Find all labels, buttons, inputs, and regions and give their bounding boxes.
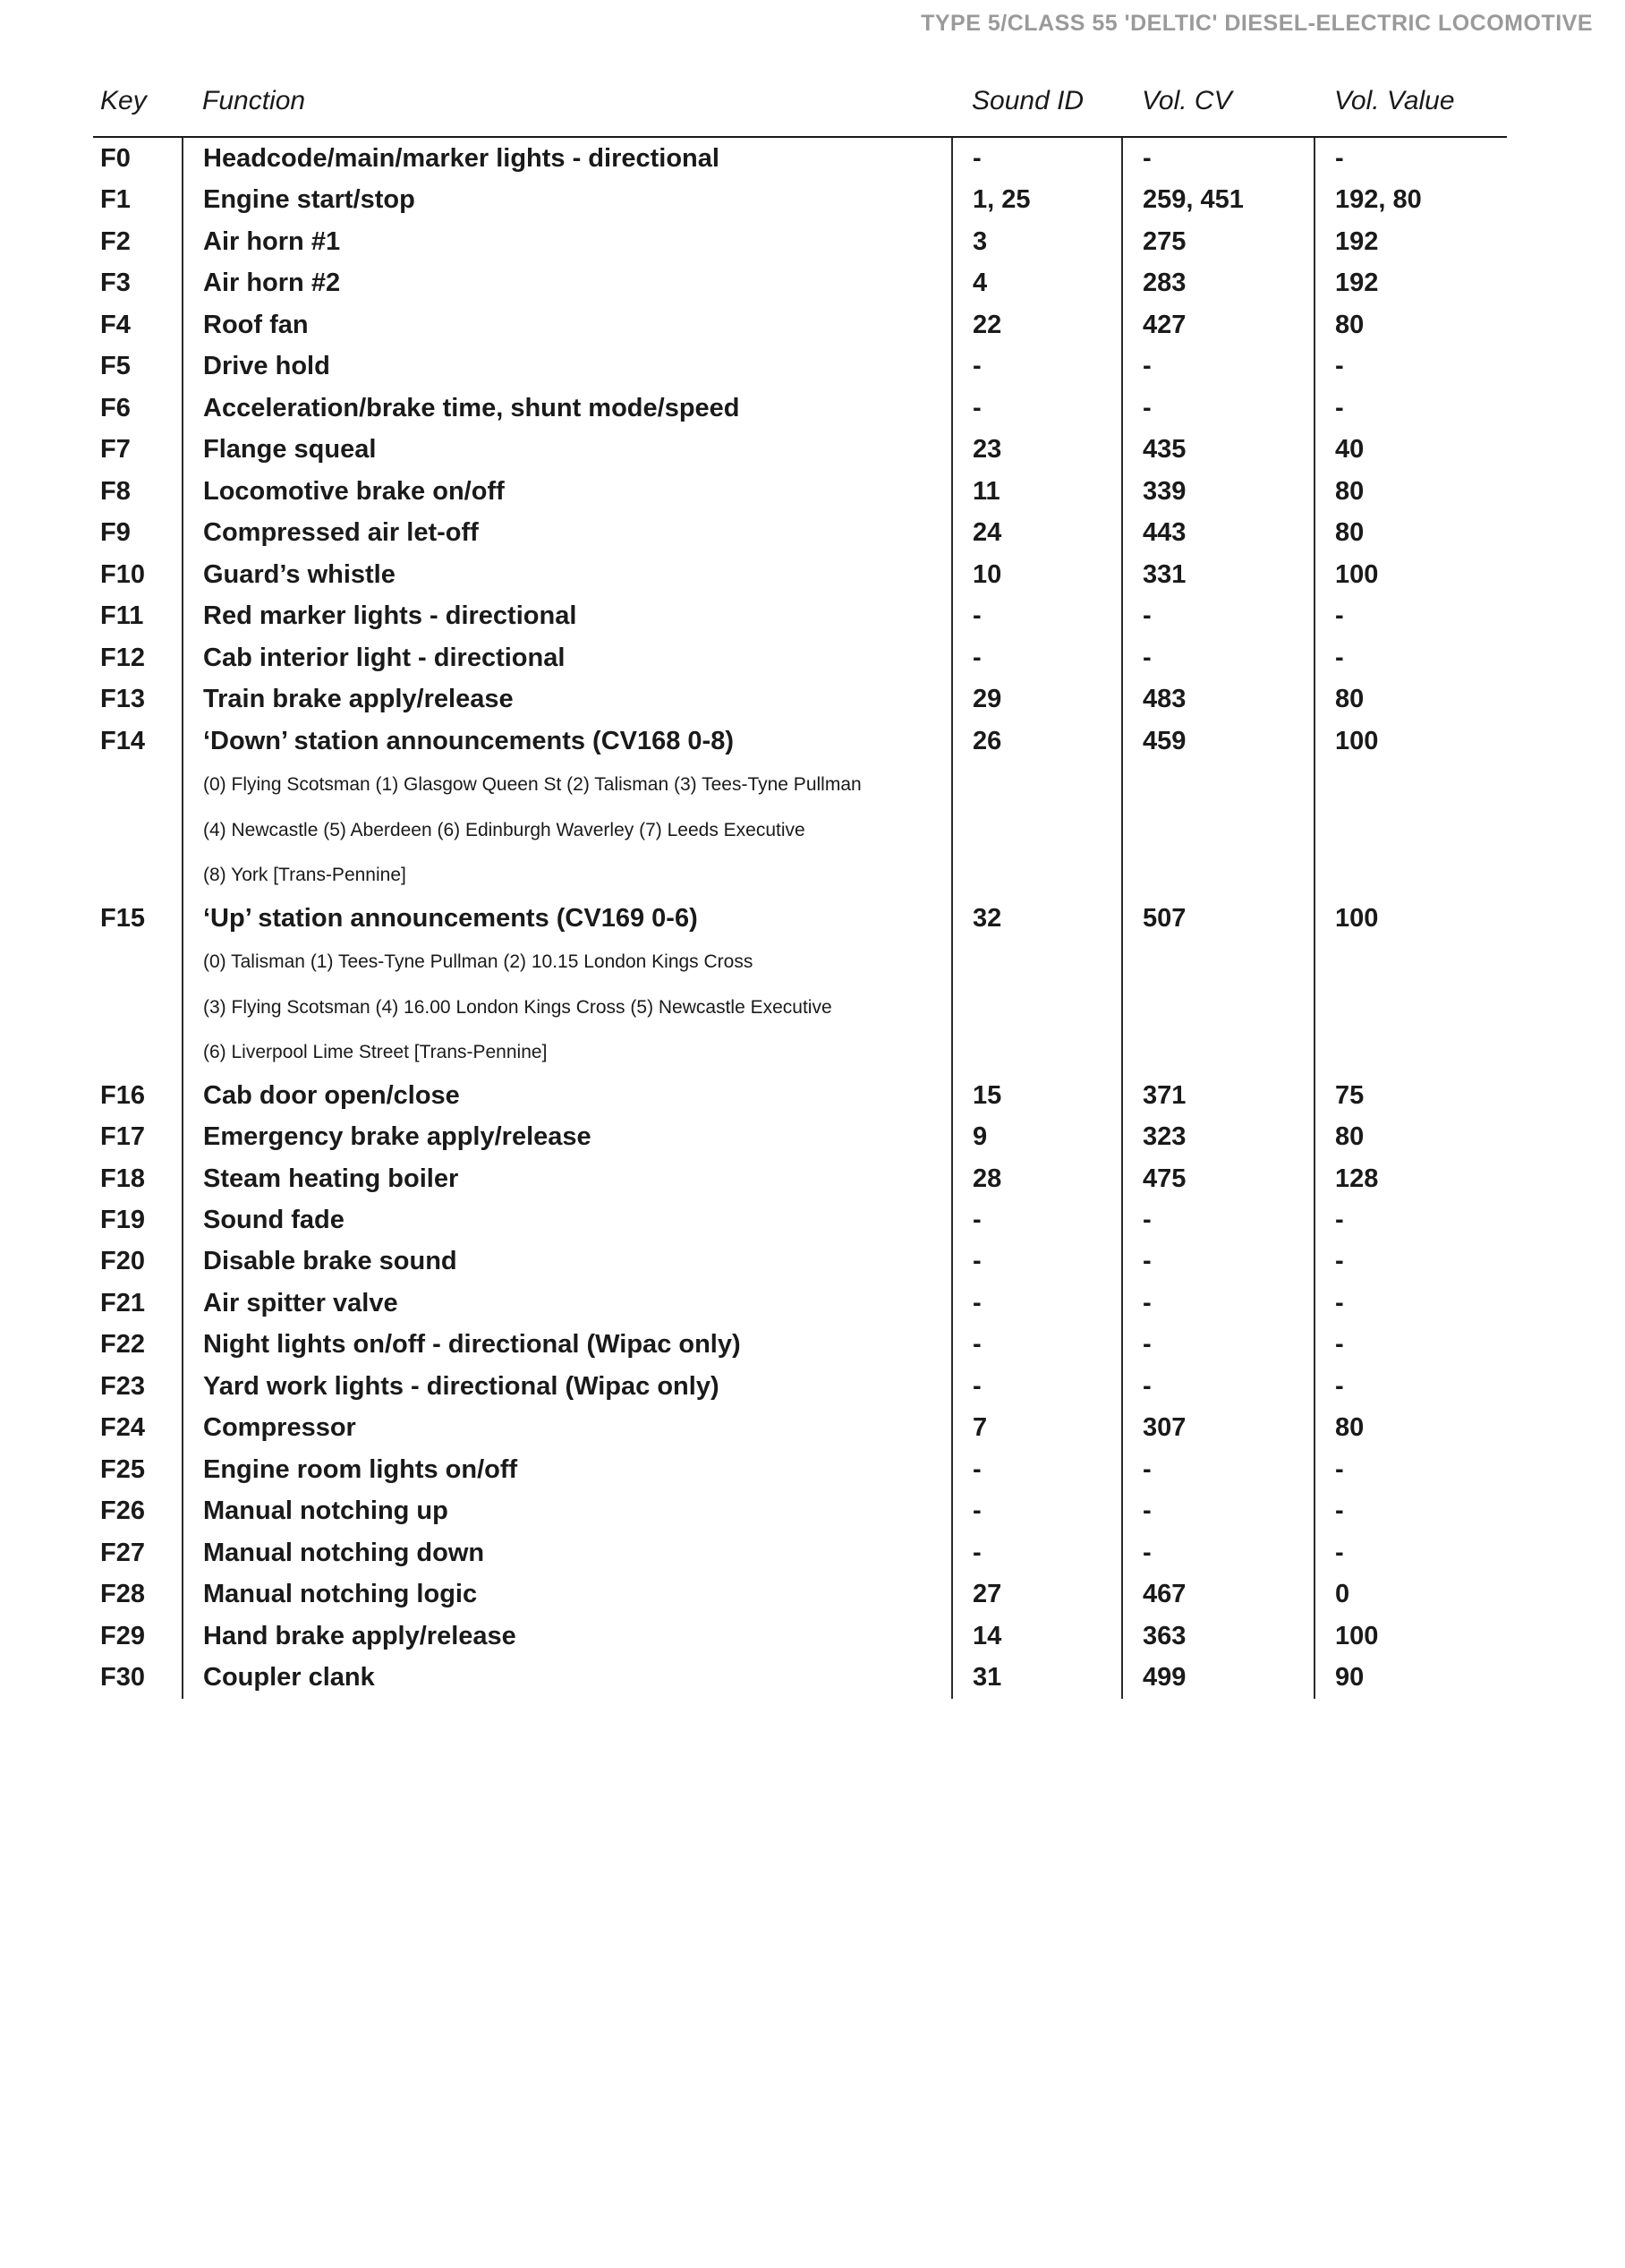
cell-function: Manual notching up xyxy=(183,1490,952,1531)
cell-sound-id: 27 xyxy=(952,1573,1122,1615)
cell-key: F13 xyxy=(100,685,145,714)
cell-vol-cv: 499 xyxy=(1122,1657,1314,1698)
cell-function: Air spitter valve xyxy=(183,1283,952,1324)
cell-announcement-note: (8) York [Trans-Pennine] xyxy=(183,852,952,898)
cell-vol-value: 80 xyxy=(1314,512,1507,553)
cell-key: F12 xyxy=(100,643,145,672)
table-row xyxy=(93,678,1507,720)
cell-sound-id: - xyxy=(952,345,1122,387)
cell-sound-id: 24 xyxy=(952,512,1122,553)
cell-key: F29 xyxy=(100,1621,145,1650)
cell-empty xyxy=(1122,985,1314,1030)
cell-sound-id: - xyxy=(952,1283,1122,1324)
cell-vol-value: 80 xyxy=(1314,304,1507,345)
cell-vol-value: 192 xyxy=(1314,221,1507,262)
cell-vol-cv: 475 xyxy=(1122,1158,1314,1199)
cell-empty xyxy=(952,1029,1122,1075)
cell-key: F15 xyxy=(100,903,145,933)
cell-empty xyxy=(1122,1029,1314,1075)
column-header-key: Key xyxy=(93,86,183,137)
cell-vol-value: - xyxy=(1314,1366,1507,1407)
cell-empty xyxy=(1314,807,1507,853)
cell-key: F10 xyxy=(100,559,145,589)
cell-key: F23 xyxy=(100,1371,145,1401)
column-header-sound-id: Sound ID xyxy=(952,86,1122,137)
document-title: TYPE 5/CLASS 55 'DELTIC' DIESEL-ELECTRIC LOCOMOTIVE xyxy=(921,11,1593,36)
table-row xyxy=(93,1573,1507,1615)
cell-sound-id: - xyxy=(952,1366,1122,1407)
cell-sound-id: - xyxy=(952,1532,1122,1573)
table-row xyxy=(93,1449,1507,1490)
cell-key: F22 xyxy=(100,1330,145,1360)
cell-announcement-note: (0) Talisman (1) Tees-Tyne Pullman (2) 10.15 London Kings Cross xyxy=(183,939,952,985)
cell-sound-id: - xyxy=(952,1241,1122,1282)
cell-vol-cv: 467 xyxy=(1122,1573,1314,1615)
cell-sound-id: 32 xyxy=(952,898,1122,939)
cell-function: Hand brake apply/release xyxy=(183,1616,952,1657)
cell-empty xyxy=(952,807,1122,853)
cell-announcement-note: (4) Newcastle (5) Aberdeen (6) Edinburgh Waverley (7) Leeds Executive xyxy=(183,807,952,853)
cell-function: Emergency brake apply/release xyxy=(183,1116,952,1157)
cell-vol-value: 100 xyxy=(1314,898,1507,939)
cell-sound-id: 1, 25 xyxy=(952,179,1122,220)
cell-key: F5 xyxy=(100,352,131,381)
cell-function: Drive hold xyxy=(183,345,952,387)
cell-sound-id: 23 xyxy=(952,429,1122,470)
cell-vol-value: - xyxy=(1314,1532,1507,1573)
cell-vol-cv: - xyxy=(1122,137,1314,179)
cell-key: F27 xyxy=(100,1538,145,1567)
cell-sound-id: 3 xyxy=(952,221,1122,262)
cell-function: Night lights on/off - directional (Wipac only) xyxy=(183,1324,952,1365)
table-row xyxy=(93,179,1507,220)
cell-vol-value: - xyxy=(1314,1324,1507,1365)
cell-vol-value: 192, 80 xyxy=(1314,179,1507,220)
table-row xyxy=(93,429,1507,470)
cell-function: Yard work lights - directional (Wipac only) xyxy=(183,1366,952,1407)
table-row xyxy=(93,595,1507,636)
table-row xyxy=(93,221,1507,262)
cell-vol-value: - xyxy=(1314,637,1507,678)
cell-function: Sound fade xyxy=(183,1199,952,1241)
cell-sound-id: 11 xyxy=(952,471,1122,512)
cell-vol-value: - xyxy=(1314,1490,1507,1531)
cell-vol-value: 100 xyxy=(1314,720,1507,762)
cell-vol-cv: 459 xyxy=(1122,720,1314,762)
cell-key: F4 xyxy=(100,310,131,339)
cell-vol-cv: 371 xyxy=(1122,1075,1314,1116)
function-mapping-table xyxy=(93,86,1507,1699)
cell-sound-id: 29 xyxy=(952,678,1122,720)
cell-vol-value: 0 xyxy=(1314,1573,1507,1615)
cell-function: Roof fan xyxy=(183,304,952,345)
cell-sound-id: 28 xyxy=(952,1158,1122,1199)
cell-vol-value: - xyxy=(1314,595,1507,636)
cell-key-empty xyxy=(93,939,183,985)
cell-vol-cv: 259, 451 xyxy=(1122,179,1314,220)
table-row xyxy=(93,1241,1507,1282)
cell-function: Flange squeal xyxy=(183,429,952,470)
cell-key-empty xyxy=(93,807,183,853)
cell-vol-value: - xyxy=(1314,345,1507,387)
cell-key: F18 xyxy=(100,1164,145,1193)
cell-function: Disable brake sound xyxy=(183,1241,952,1282)
cell-vol-cv: 339 xyxy=(1122,471,1314,512)
cell-vol-value: - xyxy=(1314,1283,1507,1324)
cell-empty xyxy=(1314,1029,1507,1075)
cell-key: F6 xyxy=(100,393,131,422)
cell-announcement-note: (6) Liverpool Lime Street [Trans-Pennine] xyxy=(183,1029,952,1075)
cell-vol-value: 80 xyxy=(1314,1116,1507,1157)
table-note-row xyxy=(93,939,1507,985)
cell-vol-cv: 275 xyxy=(1122,221,1314,262)
cell-function: Cab door open/close xyxy=(183,1075,952,1116)
cell-sound-id: 14 xyxy=(952,1616,1122,1657)
table-note-row xyxy=(93,762,1507,807)
column-header-vol-value: Vol. Value xyxy=(1314,86,1507,137)
cell-sound-id: 7 xyxy=(952,1407,1122,1448)
table-row xyxy=(93,1616,1507,1657)
cell-key: F28 xyxy=(100,1580,145,1609)
cell-sound-id: 9 xyxy=(952,1116,1122,1157)
cell-sound-id: - xyxy=(952,595,1122,636)
table-row xyxy=(93,554,1507,595)
table-row xyxy=(93,1532,1507,1573)
cell-key: F2 xyxy=(100,226,131,256)
cell-sound-id: 10 xyxy=(952,554,1122,595)
cell-vol-cv: 427 xyxy=(1122,304,1314,345)
cell-vol-cv: 283 xyxy=(1122,262,1314,303)
table-row xyxy=(93,1657,1507,1698)
cell-function: Coupler clank xyxy=(183,1657,952,1698)
cell-vol-cv: - xyxy=(1122,1449,1314,1490)
cell-key: F25 xyxy=(100,1454,145,1484)
cell-key: F21 xyxy=(100,1288,145,1317)
cell-empty xyxy=(1314,852,1507,898)
cell-sound-id: - xyxy=(952,1449,1122,1490)
cell-vol-cv: - xyxy=(1122,1241,1314,1282)
cell-vol-value: 40 xyxy=(1314,429,1507,470)
cell-vol-value: - xyxy=(1314,137,1507,179)
cell-sound-id: - xyxy=(952,1490,1122,1531)
cell-vol-cv: - xyxy=(1122,1283,1314,1324)
cell-function: ‘Up’ station announcements (CV169 0-6) xyxy=(183,898,952,939)
cell-key: F20 xyxy=(100,1247,145,1276)
cell-function: ‘Down’ station announcements (CV168 0-8) xyxy=(183,720,952,762)
cell-empty xyxy=(1314,939,1507,985)
cell-key: F8 xyxy=(100,476,131,506)
cell-vol-cv: - xyxy=(1122,1199,1314,1241)
cell-function: Locomotive brake on/off xyxy=(183,471,952,512)
cell-key: F9 xyxy=(100,518,131,548)
cell-sound-id: 15 xyxy=(952,1075,1122,1116)
cell-key: F3 xyxy=(100,269,131,298)
cell-vol-cv: - xyxy=(1122,1324,1314,1365)
table-row xyxy=(93,637,1507,678)
cell-sound-id: 31 xyxy=(952,1657,1122,1698)
table-row xyxy=(93,512,1507,553)
cell-key-empty xyxy=(93,1029,183,1075)
cell-key: F17 xyxy=(100,1122,145,1152)
cell-vol-cv: 307 xyxy=(1122,1407,1314,1448)
cell-vol-value: - xyxy=(1314,1449,1507,1490)
cell-key: F14 xyxy=(100,726,145,755)
cell-vol-value: - xyxy=(1314,1241,1507,1282)
cell-key: F24 xyxy=(100,1413,145,1443)
cell-sound-id: - xyxy=(952,388,1122,429)
table-row xyxy=(93,1490,1507,1531)
cell-function: Guard’s whistle xyxy=(183,554,952,595)
table-header xyxy=(93,86,1507,137)
table-body xyxy=(93,137,1507,1699)
cell-vol-cv: 483 xyxy=(1122,678,1314,720)
table-row xyxy=(93,262,1507,303)
table-row xyxy=(93,137,1507,179)
cell-empty xyxy=(1122,807,1314,853)
cell-vol-value: - xyxy=(1314,1199,1507,1241)
table-note-row xyxy=(93,852,1507,898)
cell-key: F0 xyxy=(100,144,131,173)
table-row xyxy=(93,1116,1507,1157)
table-note-row xyxy=(93,1029,1507,1075)
cell-announcement-note: (0) Flying Scotsman (1) Glasgow Queen St (2) Talisman (3) Tees-Tyne Pullman xyxy=(183,762,952,807)
cell-key: F11 xyxy=(100,601,144,631)
cell-vol-cv: 363 xyxy=(1122,1616,1314,1657)
table-row xyxy=(93,1158,1507,1199)
table-row xyxy=(93,345,1507,387)
cell-key: F19 xyxy=(100,1206,145,1234)
cell-vol-cv: 443 xyxy=(1122,512,1314,553)
table-row xyxy=(93,304,1507,345)
cell-key: F16 xyxy=(100,1080,145,1110)
cell-empty xyxy=(952,939,1122,985)
cell-function: Air horn #1 xyxy=(183,221,952,262)
cell-sound-id: 26 xyxy=(952,720,1122,762)
cell-function: Engine room lights on/off xyxy=(183,1449,952,1490)
cell-function: Train brake apply/release xyxy=(183,678,952,720)
cell-empty xyxy=(1314,985,1507,1030)
cell-key: F7 xyxy=(100,435,131,465)
cell-key-empty xyxy=(93,985,183,1030)
cell-empty xyxy=(952,852,1122,898)
cell-function: Steam heating boiler xyxy=(183,1158,952,1199)
cell-vol-cv: - xyxy=(1122,1490,1314,1531)
table-row xyxy=(93,1075,1507,1116)
cell-vol-cv: 323 xyxy=(1122,1116,1314,1157)
cell-empty xyxy=(1122,762,1314,807)
cell-function: Headcode/main/marker lights - directional xyxy=(183,137,952,179)
cell-key: F26 xyxy=(100,1496,145,1526)
cell-sound-id: - xyxy=(952,1199,1122,1241)
cell-vol-value: 192 xyxy=(1314,262,1507,303)
cell-empty xyxy=(952,762,1122,807)
table-row xyxy=(93,1407,1507,1448)
cell-vol-value: 80 xyxy=(1314,678,1507,720)
cell-function: Air horn #2 xyxy=(183,262,952,303)
table-row xyxy=(93,1283,1507,1324)
cell-vol-cv: - xyxy=(1122,637,1314,678)
cell-empty xyxy=(1122,939,1314,985)
cell-sound-id: - xyxy=(952,637,1122,678)
table-row xyxy=(93,1324,1507,1365)
column-header-function: Function xyxy=(183,86,952,137)
table-row xyxy=(93,1199,1507,1241)
cell-sound-id: 22 xyxy=(952,304,1122,345)
cell-function: Cab interior light - directional xyxy=(183,637,952,678)
table-row xyxy=(93,388,1507,429)
cell-vol-cv: - xyxy=(1122,388,1314,429)
cell-function: Manual notching logic xyxy=(183,1573,952,1615)
cell-vol-cv: 331 xyxy=(1122,554,1314,595)
cell-key-empty xyxy=(93,852,183,898)
table-row xyxy=(93,1366,1507,1407)
cell-vol-value: 75 xyxy=(1314,1075,1507,1116)
table-note-row xyxy=(93,985,1507,1030)
cell-vol-value: 80 xyxy=(1314,1407,1507,1448)
cell-sound-id: - xyxy=(952,1324,1122,1365)
cell-vol-value: 80 xyxy=(1314,471,1507,512)
cell-empty xyxy=(1314,762,1507,807)
table-row xyxy=(93,471,1507,512)
cell-vol-cv: - xyxy=(1122,1532,1314,1573)
cell-sound-id: - xyxy=(952,137,1122,179)
cell-sound-id: 4 xyxy=(952,262,1122,303)
cell-vol-cv: 435 xyxy=(1122,429,1314,470)
cell-vol-value: 128 xyxy=(1314,1158,1507,1199)
cell-function: Manual notching down xyxy=(183,1532,952,1573)
cell-announcement-note: (3) Flying Scotsman (4) 16.00 London Kings Cross (5) Newcastle Executive xyxy=(183,985,952,1030)
cell-key: F1 xyxy=(100,185,131,215)
cell-function: Compressed air let-off xyxy=(183,512,952,553)
cell-vol-cv: - xyxy=(1122,595,1314,636)
cell-vol-value: 100 xyxy=(1314,1616,1507,1657)
cell-vol-value: - xyxy=(1314,388,1507,429)
cell-empty xyxy=(952,985,1122,1030)
cell-vol-value: 90 xyxy=(1314,1657,1507,1698)
cell-vol-cv: 507 xyxy=(1122,898,1314,939)
cell-key: F30 xyxy=(100,1663,145,1692)
cell-empty xyxy=(1122,852,1314,898)
column-header-vol-cv: Vol. CV xyxy=(1122,86,1314,137)
table-row xyxy=(93,720,1507,762)
table-note-row xyxy=(93,807,1507,853)
table-row xyxy=(93,898,1507,939)
cell-vol-value: 100 xyxy=(1314,554,1507,595)
cell-function: Engine start/stop xyxy=(183,179,952,220)
cell-key-empty xyxy=(93,762,183,807)
cell-vol-cv: - xyxy=(1122,345,1314,387)
cell-function: Acceleration/brake time, shunt mode/speed xyxy=(183,388,952,429)
cell-function: Red marker lights - directional xyxy=(183,595,952,636)
cell-function: Compressor xyxy=(183,1407,952,1448)
cell-vol-cv: - xyxy=(1122,1366,1314,1407)
